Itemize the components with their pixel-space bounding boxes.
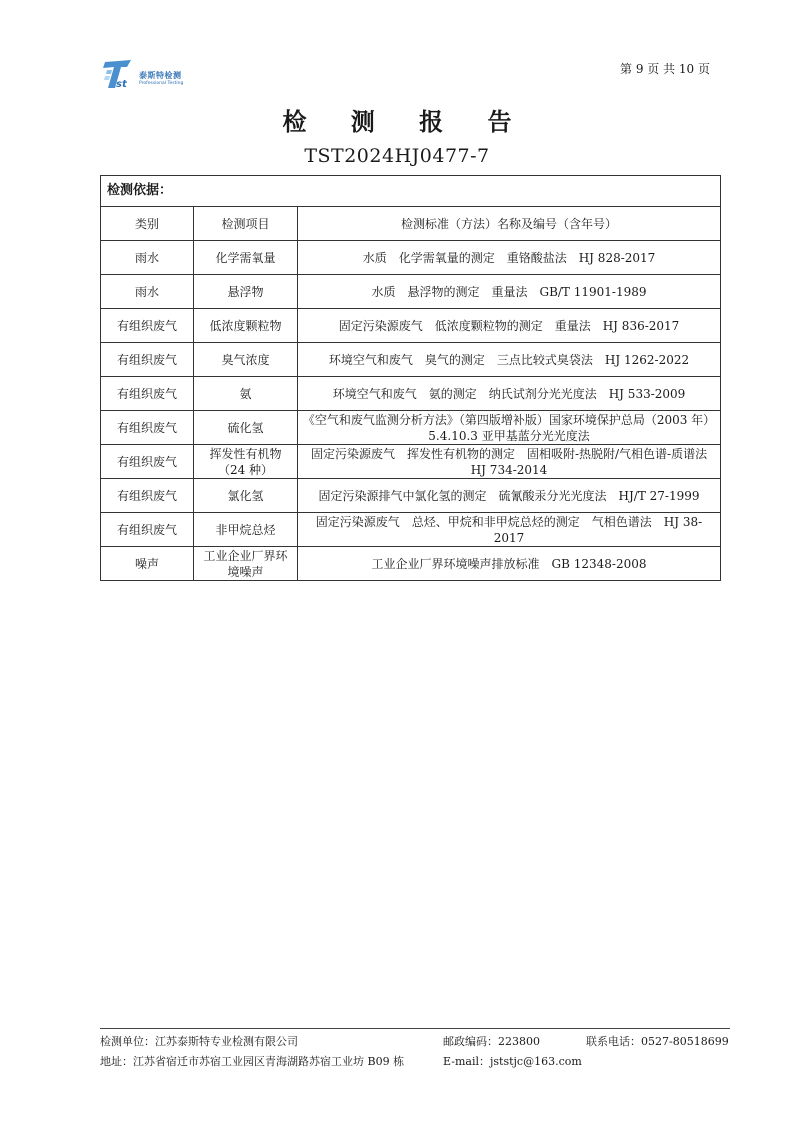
footer-divider xyxy=(100,1028,730,1029)
cell-test-item: 臭气浓度 xyxy=(194,343,298,377)
table-row xyxy=(101,377,721,411)
cell-category: 有组织废气 xyxy=(101,411,194,445)
cell-standard: 固定污染源废气 低浓度颗粒物的测定 重量法 HJ 836-2017 xyxy=(298,309,721,343)
cell-test-item: 非甲烷总烃 xyxy=(194,513,298,547)
document-title: 检 测 报 告 xyxy=(282,108,530,136)
logo-tagline: Professional Testing xyxy=(139,81,184,86)
table-section-row xyxy=(101,176,721,207)
header-test-item: 检测项目 xyxy=(194,207,298,241)
testing-basis-table xyxy=(100,175,721,581)
cell-standard: 水质 化学需氧量的测定 重铬酸盐法 HJ 828-2017 xyxy=(298,241,721,275)
page-indicator: 第 9 页 共 10 页 xyxy=(620,62,710,76)
cell-standard: 环境空气和废气 臭气的测定 三点比较式臭袋法 HJ 1262-2022 xyxy=(298,343,721,377)
section-title: 检测依据： xyxy=(101,176,721,207)
cell-category: 雨水 xyxy=(101,275,194,309)
header-standard: 检测标准（方法）名称及编号（含年号） xyxy=(298,207,721,241)
table-row xyxy=(101,547,721,581)
svg-text:st: st xyxy=(116,79,127,90)
cell-standard: 固定污染源排气中氯化氢的测定 硫氰酸汞分光光度法 HJ/T 27-1999 xyxy=(298,479,721,513)
cell-category: 有组织废气 xyxy=(101,343,194,377)
cell-test-item: 硫化氢 xyxy=(194,411,298,445)
footer-unit: 检测单位：江苏泰斯特专业检测有限公司 xyxy=(100,1035,298,1048)
table-row xyxy=(101,309,721,343)
cell-category: 有组织废气 xyxy=(101,513,194,547)
cell-standard: 工业企业厂界环境噪声排放标准 GB 12348-2008 xyxy=(298,547,721,581)
cell-standard: 《空气和废气监测分析方法》（第四版增补版）国家环境保护总局（2003 年）5.4.10.3 亚甲基蓝分光光度法 xyxy=(298,411,721,445)
logo-company-name: 泰斯特检测 xyxy=(139,71,182,80)
table-row xyxy=(101,411,721,445)
table-row xyxy=(101,343,721,377)
cell-standard: 固定污染源废气 挥发性有机物的测定 固相吸附-热脱附/气相色谱-质谱法 HJ 734-2014 xyxy=(298,445,721,479)
cell-test-item: 氯化氢 xyxy=(194,479,298,513)
cell-category: 有组织废气 xyxy=(101,309,194,343)
cell-test-item: 挥发性有机物（24 种） xyxy=(194,445,298,479)
table-row xyxy=(101,445,721,479)
table-header-row xyxy=(101,207,721,241)
footer-postcode: 邮政编码：223800 xyxy=(443,1035,540,1048)
table-row xyxy=(101,479,721,513)
cell-category: 有组织废气 xyxy=(101,479,194,513)
cell-test-item: 工业企业厂界环境噪声 xyxy=(194,547,298,581)
table-row xyxy=(101,241,721,275)
cell-test-item: 化学需氧量 xyxy=(194,241,298,275)
cell-category: 有组织废气 xyxy=(101,445,194,479)
footer-address: 地址：江苏省宿迁市苏宿工业园区青海湖路苏宿工业坊 B09 栋 xyxy=(100,1055,405,1068)
header-category: 类别 xyxy=(101,207,194,241)
cell-standard: 固定污染源废气 总烃、甲烷和非甲烷总烃的测定 气相色谱法 HJ 38-2017 xyxy=(298,513,721,547)
company-logo-icon xyxy=(103,58,133,90)
footer-email: E-mail：jststjc@163.com xyxy=(443,1055,582,1068)
footer-phone: 联系电话：0527-80518699 xyxy=(586,1035,729,1048)
cell-category: 雨水 xyxy=(101,241,194,275)
cell-category: 噪声 xyxy=(101,547,194,581)
cell-standard: 水质 悬浮物的测定 重量法 GB/T 11901-1989 xyxy=(298,275,721,309)
cell-test-item: 低浓度颗粒物 xyxy=(194,309,298,343)
cell-test-item: 悬浮物 xyxy=(194,275,298,309)
cell-category: 有组织废气 xyxy=(101,377,194,411)
company-logo xyxy=(103,58,213,92)
report-number: TST2024HJ0477-7 xyxy=(304,145,490,167)
cell-test-item: 氨 xyxy=(194,377,298,411)
cell-standard: 环境空气和废气 氨的测定 纳氏试剂分光光度法 HJ 533-2009 xyxy=(298,377,721,411)
table-row xyxy=(101,275,721,309)
table-row xyxy=(101,513,721,547)
